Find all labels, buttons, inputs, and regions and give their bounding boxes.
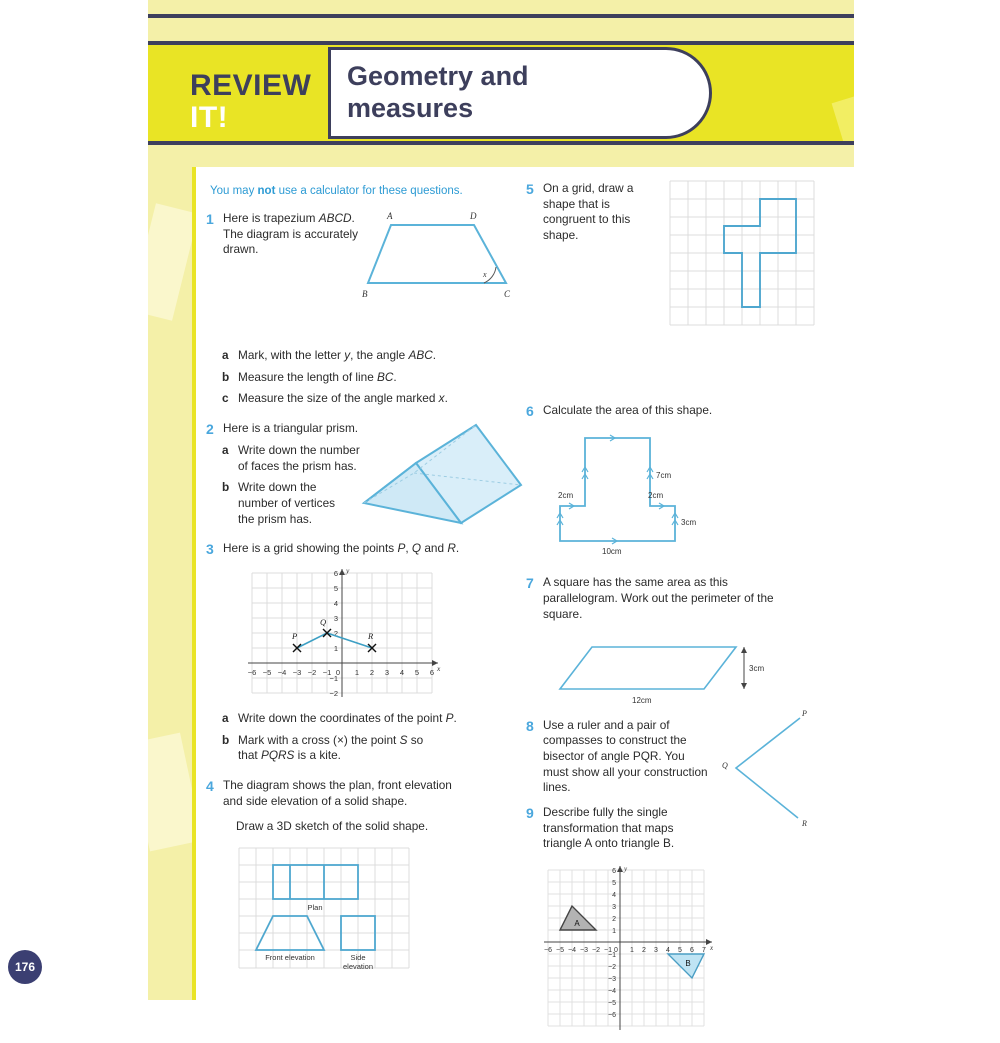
question-9-text: Describe fully the single transformation that maps triangle A onto triangle B.	[543, 804, 675, 851]
question-2-text: Here is a triangular prism.	[223, 421, 359, 436]
congruent-shape-grid	[666, 177, 834, 329]
svg-text:5: 5	[612, 880, 616, 887]
pale-band-below-header	[148, 145, 854, 167]
question-4-text: The diagram shows the plan, front elevation and side elevation of a solid shape.	[223, 778, 452, 808]
review-word: REVIEW	[190, 69, 312, 102]
svg-text:−3: −3	[292, 667, 302, 677]
svg-text:−2: −2	[592, 947, 600, 954]
svg-text:−5: −5	[262, 667, 272, 677]
pale-band-2	[148, 18, 854, 41]
question-7-number: 7	[526, 575, 534, 592]
svg-text:Q: Q	[722, 760, 728, 770]
svg-text:D: D	[470, 211, 477, 221]
question-8-text: Use a ruler and a pair of compasses to construct the bisector of angle PQR. You must show all your construction lines.	[543, 717, 708, 795]
svg-text:2: 2	[642, 947, 646, 954]
svg-text:R: R	[802, 818, 807, 828]
question-7	[526, 575, 848, 708]
svg-text:5: 5	[678, 947, 682, 954]
svg-text:2: 2	[612, 916, 616, 923]
notice-after: use a calculator for these questions.	[275, 185, 463, 197]
question-6-number: 6	[526, 402, 534, 419]
svg-text:4: 4	[399, 667, 405, 677]
q3b-text: Mark with a cross (×) the point S so that PQRS is a kite.	[238, 732, 424, 763]
q1-line2: The diagram is	[223, 226, 302, 241]
svg-text:1: 1	[612, 928, 616, 935]
svg-text:12cm: 12cm	[632, 695, 652, 705]
title-line-2: measures	[347, 93, 474, 123]
svg-text:−5: −5	[608, 1000, 616, 1007]
page-title	[347, 61, 529, 125]
question-3b	[222, 733, 524, 764]
parallelogram-figure	[536, 631, 848, 709]
svg-text:3: 3	[384, 667, 390, 677]
notice-bold: not	[257, 185, 276, 197]
svg-text:−2: −2	[307, 667, 317, 677]
pqr-grid-figure	[234, 563, 524, 701]
svg-text:5: 5	[414, 667, 420, 677]
strip-deco-ruler	[148, 203, 196, 320]
q3a-text: Write down the coordinates of the point P.	[238, 710, 457, 725]
q2b-letter: b	[222, 480, 230, 495]
it-word: IT!	[190, 100, 229, 134]
q3a-letter: a	[222, 710, 229, 725]
svg-text:P: P	[292, 630, 298, 641]
svg-text:6: 6	[690, 947, 694, 954]
svg-text:4: 4	[666, 947, 670, 954]
svg-text:6: 6	[429, 667, 435, 677]
svg-text:B: B	[685, 959, 691, 968]
svg-text:−1: −1	[322, 667, 332, 677]
svg-text:3cm: 3cm	[681, 518, 697, 528]
question-6-text: Calculate the area of this shape.	[543, 402, 713, 417]
question-3-number: 3	[206, 541, 214, 558]
question-2	[206, 421, 524, 527]
svg-text:−1: −1	[608, 952, 616, 959]
q1a-letter: a	[222, 348, 229, 363]
svg-text:1: 1	[333, 643, 338, 653]
svg-text:Q: Q	[320, 616, 327, 627]
title-line-1: Geometry and	[347, 61, 529, 92]
svg-text:3: 3	[654, 947, 658, 954]
svg-text:−1: −1	[329, 673, 338, 683]
svg-text:elevation: elevation	[342, 962, 374, 972]
svg-text:7cm: 7cm	[656, 471, 672, 481]
question-1-number: 1	[206, 211, 214, 227]
q2a-letter: a	[222, 442, 229, 457]
svg-text:−2: −2	[329, 688, 338, 698]
compound-shape-figure	[550, 426, 848, 566]
question-1-text	[223, 211, 363, 258]
calculator-notice	[210, 185, 463, 197]
svg-text:Plan: Plan	[307, 903, 323, 913]
svg-text:2: 2	[369, 667, 375, 677]
svg-text:4: 4	[612, 892, 616, 899]
transformation-grid-figure	[538, 862, 848, 1034]
svg-text:x: x	[437, 663, 441, 673]
strip-deco-checklist	[148, 733, 196, 852]
question-1c	[222, 391, 524, 407]
q2a-text: Write down the number of faces the prism has.	[238, 442, 360, 473]
question-1a	[222, 348, 524, 364]
svg-text:−6: −6	[544, 947, 552, 954]
chapter-title-pill	[328, 47, 712, 139]
question-1b	[222, 370, 524, 386]
svg-text:2: 2	[333, 628, 338, 638]
question-2b	[222, 480, 524, 527]
notice-before: You may	[210, 185, 258, 197]
content-card	[196, 167, 854, 1019]
svg-text:B: B	[362, 289, 368, 299]
question-2-number: 2	[206, 421, 214, 438]
q1-line3: accurately drawn.	[223, 226, 359, 257]
q3b-letter: b	[222, 732, 230, 747]
svg-text:6: 6	[333, 568, 338, 578]
svg-text:P: P	[802, 708, 807, 718]
svg-text:6: 6	[612, 868, 616, 875]
q1a-text: Mark, with the letter y, the angle ABC.	[238, 348, 437, 363]
svg-text:x: x	[710, 944, 714, 952]
svg-text:Front elevation: Front elevation	[265, 953, 315, 963]
svg-text:−2: −2	[608, 964, 616, 971]
q1-shape-name: ABCD	[318, 211, 352, 225]
question-8-number: 8	[526, 717, 534, 734]
q1b-letter: b	[222, 369, 230, 384]
svg-text:−1: −1	[604, 947, 612, 954]
svg-text:5: 5	[333, 583, 338, 593]
left-column	[206, 211, 524, 982]
svg-text:−6: −6	[247, 667, 257, 677]
question-3	[206, 541, 524, 764]
q1c-text: Measure the size of the angle marked x.	[238, 391, 448, 406]
svg-text:Side: Side	[350, 953, 366, 963]
question-5	[526, 181, 848, 394]
question-4-number: 4	[206, 778, 214, 794]
q1c-letter: c	[222, 391, 229, 406]
svg-text:4: 4	[333, 598, 338, 608]
svg-text:−4: −4	[568, 947, 576, 954]
svg-text:1: 1	[630, 947, 634, 954]
q1b-text: Measure the length of line BC.	[238, 369, 397, 384]
svg-text:0: 0	[614, 947, 618, 954]
svg-text:A: A	[574, 919, 580, 928]
question-9-number: 9	[526, 804, 534, 821]
svg-text:7: 7	[702, 947, 706, 954]
plan-elevation-figure	[234, 843, 524, 973]
svg-text:−6: −6	[608, 1012, 616, 1019]
question-4-instruction: Draw a 3D sketch of the solid shape.	[236, 819, 429, 834]
svg-text:A: A	[387, 211, 393, 221]
question-5-number: 5	[526, 181, 534, 197]
svg-text:−4: −4	[608, 988, 616, 995]
question-5-text: On a grid, draw a shape that is congruent to this shape.	[543, 181, 634, 243]
svg-text:0: 0	[335, 667, 341, 677]
question-3a	[222, 711, 524, 727]
svg-text:3cm: 3cm	[749, 663, 765, 673]
svg-text:x: x	[483, 270, 487, 279]
svg-text:3: 3	[612, 904, 616, 911]
svg-text:−4: −4	[277, 667, 287, 677]
svg-text:−3: −3	[608, 976, 616, 983]
question-3-text: Here is a grid showing the points P, Q and R.	[223, 541, 460, 556]
q2b-text: Write down the number of vertices the prism has.	[238, 480, 336, 526]
q1-line1a: Here is trapezium	[223, 211, 319, 225]
question-1	[206, 211, 524, 407]
question-7-text: A square has the same area as this parallelogram. Work out the perimeter of the square.	[543, 575, 774, 621]
svg-text:R: R	[368, 630, 374, 641]
svg-text:2cm: 2cm	[558, 491, 574, 501]
question-6	[526, 403, 848, 567]
svg-text:y: y	[346, 565, 350, 575]
page-number-badge: 176	[8, 950, 42, 984]
svg-text:10cm: 10cm	[602, 547, 622, 557]
svg-text:y: y	[624, 865, 628, 873]
svg-text:−3: −3	[580, 947, 588, 954]
svg-text:1: 1	[354, 667, 360, 677]
question-4	[206, 778, 524, 973]
svg-text:2cm: 2cm	[648, 491, 664, 501]
svg-text:3: 3	[333, 613, 338, 623]
right-column	[526, 181, 848, 1043]
question-2a	[222, 443, 524, 474]
q1-line1b: .	[351, 211, 355, 225]
svg-text:C: C	[504, 289, 511, 299]
svg-text:−5: −5	[556, 947, 564, 954]
left-margin-strip	[148, 167, 196, 1000]
trapezium-figure	[356, 205, 516, 305]
